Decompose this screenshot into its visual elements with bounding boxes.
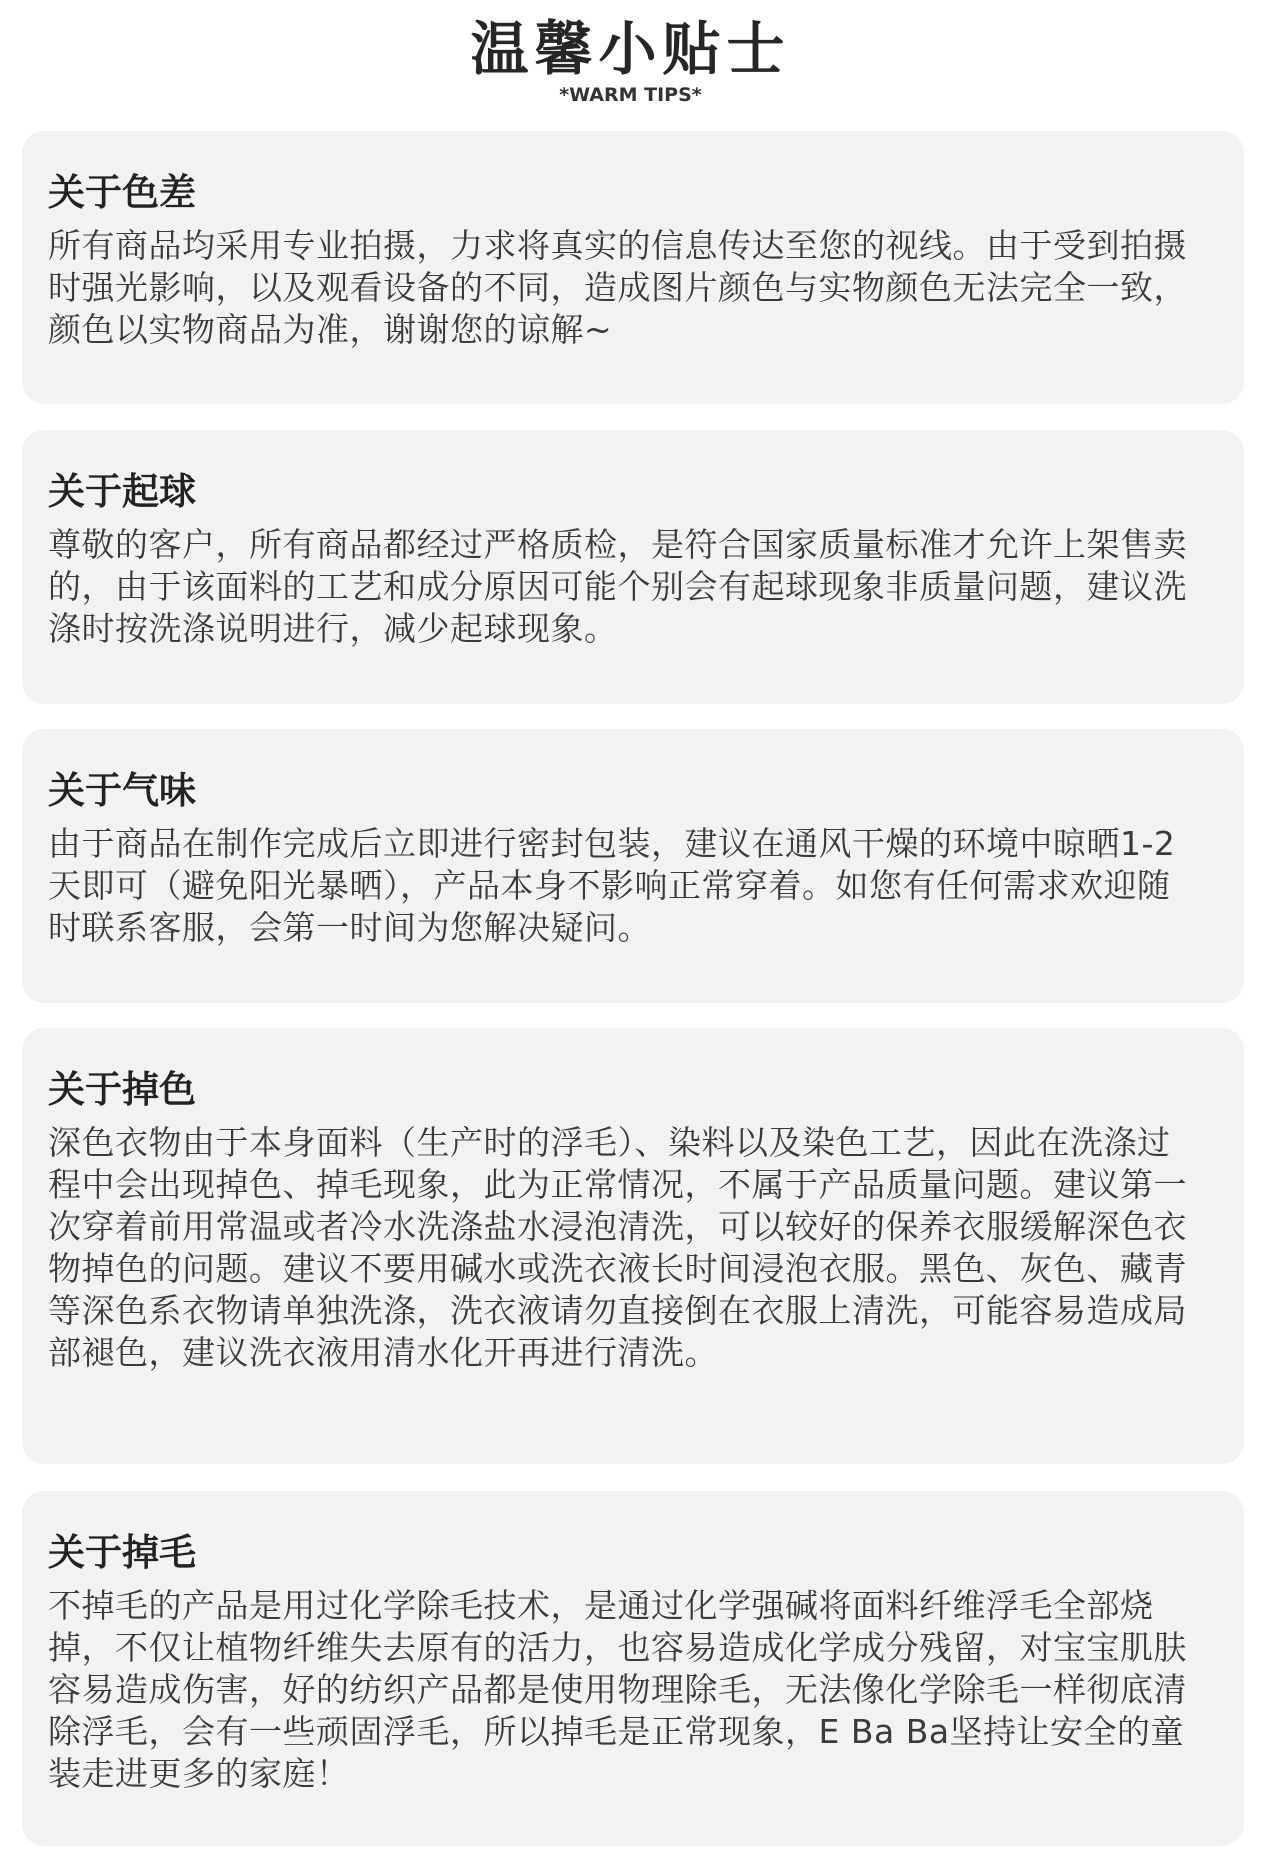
tip-card-title: 关于掉毛 xyxy=(48,1531,196,1574)
tip-card-color-difference xyxy=(22,131,1244,404)
tip-card-title: 关于色差 xyxy=(48,171,196,214)
tip-card-odor xyxy=(22,729,1244,1003)
tip-card-shedding xyxy=(22,1491,1244,1846)
tip-card-body: 所有商品均采用专业拍摄，力求将真实的信息传达至您的视线。由于受到拍摄时强光影响，以及观看设备的不同，造成图片颜色与实物颜色无法完全一致，颜色以实物商品为准，谢谢您的谅解~ xyxy=(48,226,1187,349)
tip-card-title: 关于掉色 xyxy=(48,1068,196,1111)
tip-card-color-fading xyxy=(22,1028,1244,1464)
tip-card-body: 深色衣物由于本身面料（生产时的浮毛）、染料以及染色工艺，因此在洗涤过程中会出现掉色、掉毛现象，此为正常情况，不属于产品质量问题。建议第一次穿着前用常温或者冷水洗涤盐水浸泡清洗，可以较好的保养衣服缓解深色衣物掉色的问题。建议不要用碱水或洗衣液长时间浸泡衣服。黑色、灰色、藏青等深色系衣物请单独洗涤，洗衣液请勿直接倒在衣服上清洗，可能容易造成局部褪色，建议洗衣液用清水化开再进行清洗。 xyxy=(48,1123,1187,1372)
tip-card-body: 不掉毛的产品是用过化学除毛技术，是通过化学强碱将面料纤维浮毛全部烧掉，不仅让植物纤维失去原有的活力，也容易造成化学成分残留，对宝宝肌肤容易造成伤害，好的纺织产品都是使用物理除毛，无法像化学除毛一样彻底清除浮毛，会有一些顽固浮毛，所以掉毛是正常现象，E Ba Ba坚持让安全的童装走进更多的家庭！ xyxy=(48,1586,1187,1793)
tip-card-title: 关于起球 xyxy=(48,470,196,513)
tip-card-pilling xyxy=(22,430,1244,704)
page-title: 温馨小贴士 xyxy=(470,15,791,83)
page-subtitle: *WARM TIPS* xyxy=(559,84,702,106)
tip-card-title: 关于气味 xyxy=(48,769,196,812)
tip-card-body: 由于商品在制作完成后立即进行密封包装，建议在通风干燥的环境中晾晒1-2天即可（避免阳光暴晒），产品本身不影响正常穿着。如您有任何需求欢迎随时联系客服，会第一时间为您解决疑问。 xyxy=(48,824,1176,947)
tip-card-body: 尊敬的客户，所有商品都经过严格质检，是符合国家质量标准才允许上架售卖的，由于该面料的工艺和成分原因可能个别会有起球现象非质量问题，建议洗涤时按洗涤说明进行，减少起球现象。 xyxy=(48,525,1187,648)
